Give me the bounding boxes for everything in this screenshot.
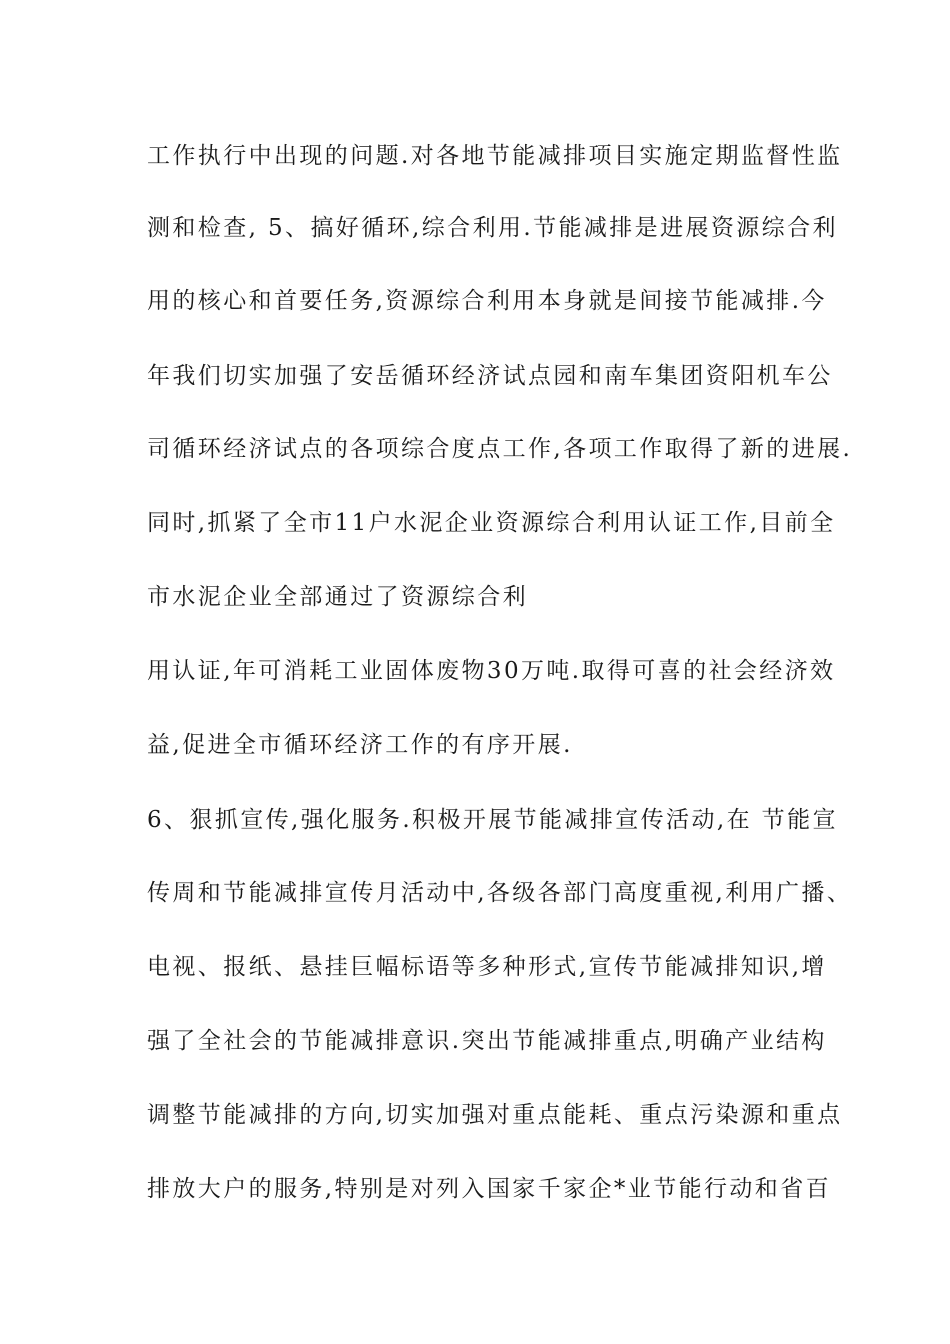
text-line: 同时,抓紧了全市11户水泥企业资源综合利用认证工作,目前全	[147, 510, 836, 536]
text-line: 排放大户的服务,特别是对列入国家千家企*业节能行动和省百	[147, 1176, 832, 1202]
text-line: 工作执行中出现的问题.对各地节能减排项目实施定期监督性监	[147, 143, 843, 169]
text-line: 电视、报纸、悬挂巨幅标语等多种形式,宣传节能减排知识,增	[147, 954, 827, 980]
text-line: 测和检查, 5、搞好循环,综合利用.节能减排是进展资源综合利	[147, 215, 838, 241]
text-line: 司循环经济试点的各项综合度点工作,各项工作取得了新的进展.	[147, 436, 853, 462]
text-line: 益,促进全市循环经济工作的有序开展.	[147, 732, 573, 758]
text-line: 调整节能减排的方向,切实加强对重点能耗、重点污染源和重点	[147, 1102, 843, 1128]
text-line: 用认证,年可消耗工业固体废物30万吨.取得可喜的社会经济效	[147, 658, 836, 684]
text-line: 6、狠抓宣传,强化服务.积极开展节能减排宣传活动,在 节能宣	[147, 807, 838, 833]
text-line: 强了全社会的节能减排意识.突出节能减排重点,明确产业结构	[147, 1028, 827, 1054]
text-line: 用的核心和首要任务,资源综合利用本身就是间接节能减排.今	[147, 288, 827, 314]
text-line: 传周和节能减排宣传月活动中,各级各部门高度重视,利用广播、	[147, 880, 853, 906]
text-line: 年我们切实加强了安岳循环经济试点园和南车集团资阳机车公	[147, 363, 833, 389]
text-line: 市水泥企业全部通过了资源综合利	[147, 584, 528, 610]
